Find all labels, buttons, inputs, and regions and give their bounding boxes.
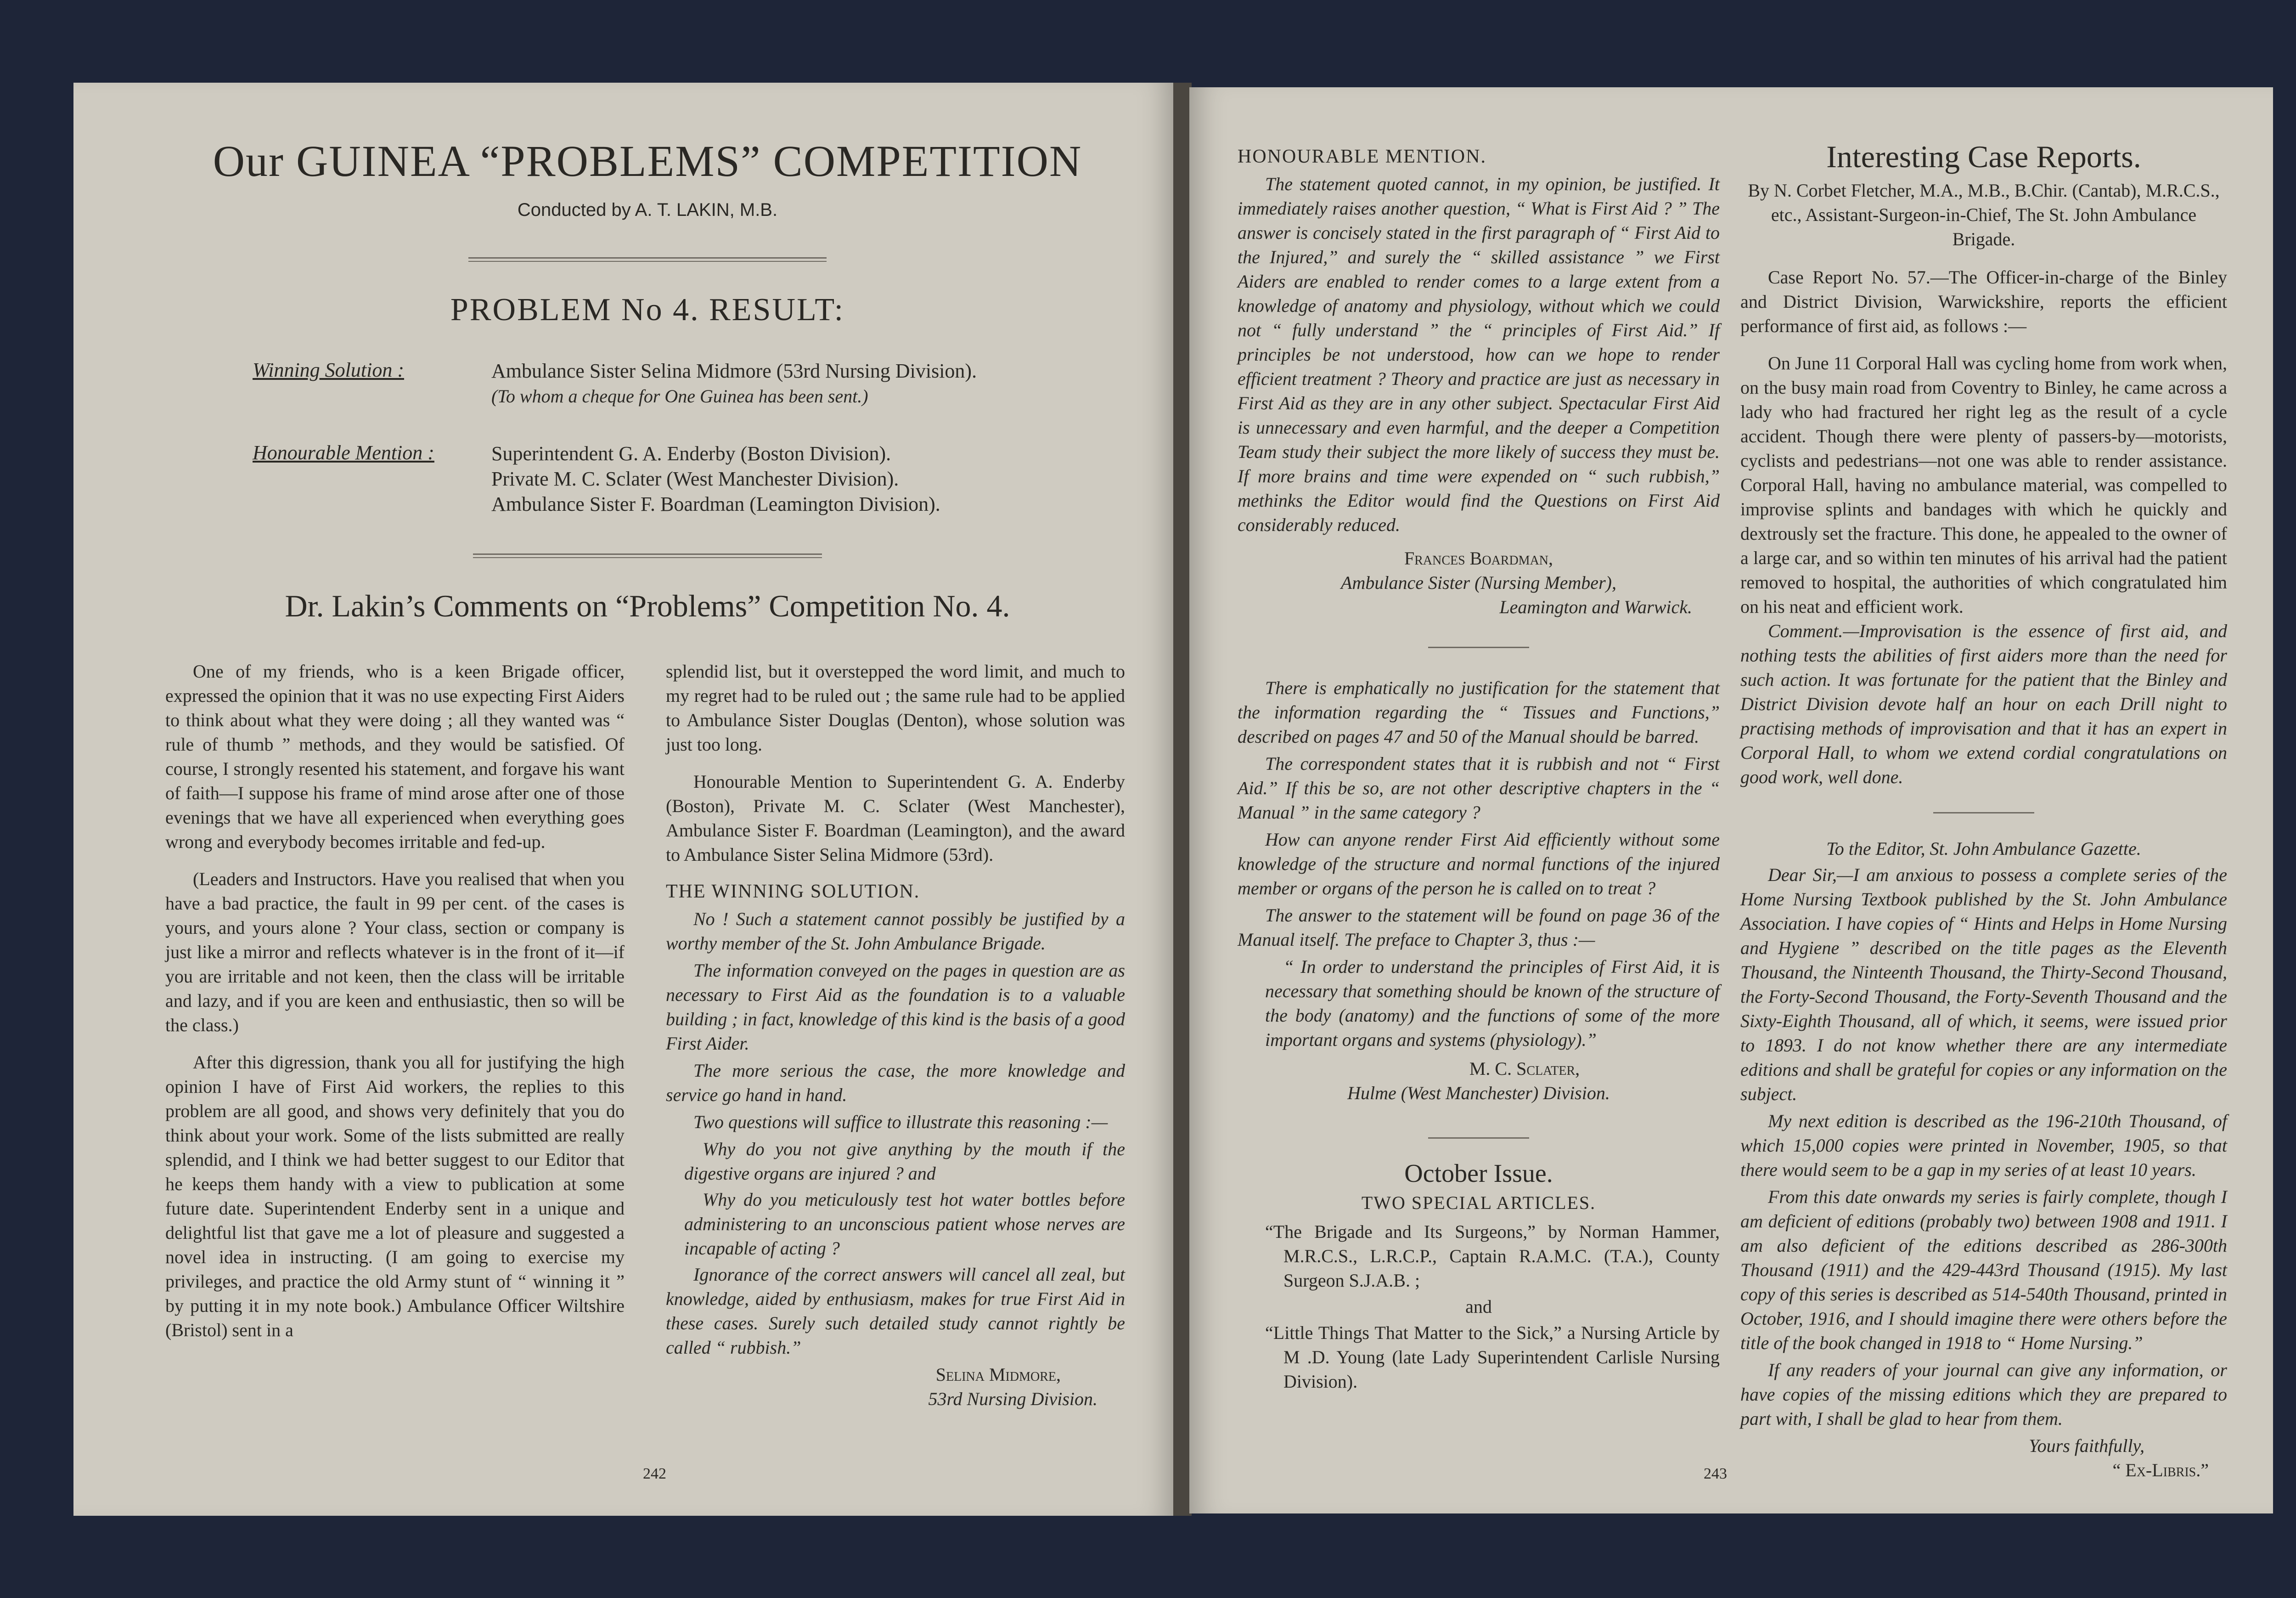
- paragraph: How can anyone render First Aid efficiently without some knowledge of the structure and normal functions of the injured member or organs of the person he is called on to treat ?: [1238, 829, 1720, 898]
- paragraph: Ignorance of the correct answers will cancel all zeal, but knowledge, aided by enthusiasm, makes for true First Aid in these cases. Surely such detailed study cannot rightly be called “ rubbish.”: [666, 1264, 1125, 1358]
- signature-name: Selina Midmore,: [935, 1364, 1061, 1385]
- byline: By N. Corbet Fletcher, M.A., M.B., B.Chir. (Cantab), M.R.C.S., etc., Assistant-Surgeon-in-Chief, The St. John Ambulance Brigade.: [1748, 180, 2220, 249]
- paragraph: Case Report No. 57.—The Officer-in-charge of the Binley and District Division, Warwickshire, reports the efficient performance of first aid, as follows :—: [1740, 267, 2227, 336]
- page-title: Our GUINEA “PROBLEMS” COMPETITION: [213, 136, 1082, 186]
- article-listing: “The Brigade and Its Surgeons,” by Norman Hammer, M.R.C.S., L.R.C.P., Captain R.A.M.C. (T.A.), County Surgeon S.J.A.B. ;: [1265, 1221, 1720, 1291]
- divider: [473, 553, 822, 558]
- right-page: [1189, 87, 2273, 1513]
- divider: [1428, 1137, 1529, 1139]
- conjunction: and: [1465, 1296, 1492, 1317]
- article-listing: “Little Things That Matter to the Sick,” a Nursing Article by M .D. Young (late Lady Superintendent Carlisle Nursing Division).: [1265, 1322, 1720, 1392]
- october-subheading: TWO SPECIAL ARTICLES.: [1361, 1192, 1596, 1213]
- honourable-line: Ambulance Sister F. Boardman (Leamington Division).: [491, 493, 940, 515]
- signature-name: Frances Boardman,: [1404, 548, 1553, 569]
- quoted-preface: “ In order to understand the principles of First Aid, it is necessary that something should be known of the structure of the body (anatomy) and the functions of some of the more important organs and systems (physiology).”: [1265, 956, 1720, 1050]
- case-reports-column: [1740, 139, 2227, 1482]
- winning-note: (To whom a cheque for One Guinea has been sent.): [491, 386, 868, 407]
- paragraph: The statement quoted cannot, in my opinion, be justified. It immediately raises another question, “ What is First Aid ? ” The answer is concisely stated in the first paragraph of “ First Aid to the Injured,” and surely the “ skilled assistance ” we First Aiders are enabled to render comes to a large extent from a knowledge of anatomy and physiology, without which we could not “ fully understand ” the “ principles of First Aid.” If principles be not understood, how can we hope to render efficient treatment ? Theory and practice are just as necessary in First Aid as they are in any other subject. Spectacular First Aid is unnecessary and even harmful, and the deeper a Competition Team study their subject the more likely of success they must be. If more brains and time were expended on “ such rubbish,” methinks the Editor would find the Questions on First Aid considerably reduced.: [1238, 174, 1720, 535]
- paragraph: The correspondent states that it is rubbish and not “ First Aid.” If this be so, are not other descriptive chapters in the “ Manual ” in the same category ?: [1238, 753, 1720, 823]
- paragraph: After this digression, thank you all for justifying the high opinion I have of First Aid workers, the replies to this problem are all good, and shows very definitely that you do think about your work. Some of the lists submitted are really splendid, and I think we had better suggest to our Editor that he keeps them handy with a view to publication at some future date. Superintendent Enderby sent in a unique and delightful list that gave me a lot of pleasure and suggested a novel idea in instructing. (I am going to exercise my privileges, and practice the old Army stunt of “ winning it ” by putting it in my note book.) Ambulance Officer Wiltshire (Bristol) sent in a: [165, 1052, 625, 1340]
- page-number: 242: [643, 1465, 666, 1482]
- comments-heading: Dr. Lakin’s Comments on “Problems” Competition No. 4.: [285, 588, 1010, 623]
- honourable-line: Superintendent G. A. Enderby (Boston Division).: [491, 442, 891, 465]
- honourable-label: Honourable Mention :: [253, 441, 434, 464]
- letter-close: Yours faithfully,: [2029, 1435, 2144, 1456]
- honourable-line: Private M. C. Sclater (West Manchester Division).: [491, 468, 899, 490]
- letter-salutation: To the Editor, St. John Ambulance Gazette.: [1826, 838, 2141, 859]
- problem-heading: PROBLEM No 4. RESULT:: [450, 292, 845, 328]
- case-reports-heading: Interesting Case Reports.: [1826, 139, 2141, 174]
- comment-paragraph: Comment.—Improvisation is the essence of first aid, and nothing tests the abilities of first aiders more than the need for such action. It was fortunate for the patient that the Binley and District Division devote half an hour on each Drill night to practising methods of improvisation and that it has an expert in Corporal Hall, to whom we extend cordial congratulations on good work, well done.: [1740, 621, 2227, 787]
- paragraph: One of my friends, who is a keen Brigade officer, expressed the opinion that it was no use expecting First Aiders to think about what they were doing ; all they wanted was “ rule of thumb ” methods, and they would be satisfied. Of course, I strongly resented his statement, and forgave his want of faith—I suppose his frame of mind arose after one of those evenings that we have all experienced when everything goes wrong and everybody becomes irritable and fed-up.: [165, 661, 625, 852]
- winning-solution-heading: THE WINNING SOLUTION.: [666, 881, 920, 902]
- divider: [468, 257, 827, 262]
- paragraph: There is emphatically no justification for the statement that the information regarding the “ Tissues and Functions,” described on pages 47 and 50 of the Manual should be barred.: [1238, 678, 1720, 747]
- paragraph: My next edition is described as the 196-210th Thousand, of which 15,000 copies were printed in November, 1905, so that there would seem to be a gap in my series of at least 10 years.: [1740, 1111, 2227, 1180]
- honourable-mention-heading: HONOURABLE MENTION.: [1238, 146, 1486, 167]
- conducted-by: Conducted by A. T. LAKIN, M.B.: [517, 200, 778, 220]
- signature-division: Hulme (West Manchester) Division.: [1347, 1083, 1610, 1103]
- paragraph: splendid list, but it overstepped the word limit, and much to my regret had to be ruled out ; the same rule had to be applied to Ambulance Sister Douglas (Denton), whose solution was just too long.: [666, 661, 1125, 755]
- signature-name: “ Ex-Libris.”: [2112, 1460, 2209, 1480]
- paragraph: No ! Such a statement cannot possibly be justified by a worthy member of the St. John Ambulance Brigade.: [666, 909, 1125, 954]
- honourable-entries: [491, 441, 1111, 517]
- comments-column-1: [165, 659, 625, 1355]
- paragraph: On June 11 Corporal Hall was cycling home from work when, on the busy main road from Coventry to Binley, he came across a lady who had fractured her right leg as the result of a cycle accident. Though there were plenty of passers-by—motorists, cyclists and pedestrians—not one was able to render assistance. Corporal Hall, having no ambulance material, was compelled to improvise splints and bandages with which he quickly and dextrously set the fracture. This done, he appealed to the owner of a large car, and so within ten minutes of his arrival had the patient removed to hospital, the authorities of which congratulated him on his neat and efficient work.: [1740, 353, 2227, 617]
- book-gutter: [1173, 83, 1192, 1516]
- page-number: 243: [1704, 1465, 1727, 1482]
- divider: [1428, 647, 1529, 648]
- quoted-question: Why do you not give anything by the mouth if the digestive organs are injured ? and: [684, 1139, 1125, 1184]
- october-heading: October Issue.: [1404, 1159, 1553, 1188]
- signature-role: Ambulance Sister (Nursing Member),: [1341, 572, 1616, 593]
- letters-column: [1238, 145, 1720, 1406]
- signature-name: M. C. Sclater,: [1469, 1058, 1580, 1079]
- paragraph: If any readers of your journal can give any information, or have copies of the missing editions which they are prepared to part with, I shall be glad to hear from them.: [1740, 1360, 2227, 1429]
- paragraph: Two questions will suffice to illustrate this reasoning :—: [693, 1112, 1108, 1132]
- paragraph: (Leaders and Instructors. Have you realised that when you have a bad practice, the fault in 99 per cent. of the cases is yours, and yours alone ? Your class, section or company is just like a mirror and reflects whatever is in the front of it—if you are irritable and not keen, then the class will be irritable and lazy, and if you are keen and enthusiastic, then so will be the class.): [165, 869, 625, 1035]
- paragraph: Dear Sir,—I am anxious to possess a complete series of the Home Nursing Textbook published by the St. John Ambulance Association. I have copies of “ Hints and Helps in Home Nursing and Hygiene ” described on the title pages as the Eleventh Thousand, the Ninteenth Thousand, the Thirty-Second Thousand, the Forty-Second Thousand, the Forty-Seventh Thousand and the Sixty-Eighth Thousand, all of which, it seems, were issued prior to 1893. I do not know whether there are any intermediate editions and shall be grateful for copies or any information on the subject.: [1740, 864, 2227, 1104]
- winning-entry: [491, 358, 1111, 409]
- quoted-question: Why do you meticulously test hot water bottles before administering to an unconscious patient whose nerves are incapable of acting ?: [684, 1189, 1125, 1259]
- paragraph: The information conveyed on the pages in question are as necessary to First Aid as the foundation is to a valuable building ; in fact, knowledge of this kind is the basis of a good First Aider.: [666, 960, 1125, 1054]
- paragraph: The more serious the case, the more knowledge and service go hand in hand.: [666, 1060, 1125, 1105]
- signature-place: Leamington and Warwick.: [1499, 597, 1692, 617]
- paragraph: From this date onwards my series is fairly complete, though I am deficient of editions (probably two) between 1908 and 1911. I am also deficient of the editions described as 286-300th Thousand (1911) and the 429-443rd Thousand (1915). My last copy of this series is described as 514-540th Thousand, printed in October, 1916, and I should imagine there were others before the title of the book changed in 1918 to “ Home Nursing.”: [1740, 1186, 2227, 1353]
- winning-label: Winning Solution :: [253, 359, 404, 381]
- divider: [1933, 812, 2034, 813]
- winning-line: Ambulance Sister Selina Midmore (53rd Nursing Division).: [491, 360, 977, 382]
- paragraph: Honourable Mention to Superintendent G. A. Enderby (Boston), Private M. C. Sclater (West Manchester), Ambulance Sister F. Boardman (Leamington), and the award to Ambulance Sister Selina Midmore (53rd).: [666, 771, 1125, 865]
- signature-division: 53rd Nursing Division.: [928, 1389, 1097, 1409]
- comments-column-2: [666, 659, 1125, 1411]
- paragraph: The answer to the statement will be found on page 36 of the Manual itself. The preface to Chapter 3, thus :—: [1238, 905, 1720, 950]
- left-page: [73, 83, 1176, 1516]
